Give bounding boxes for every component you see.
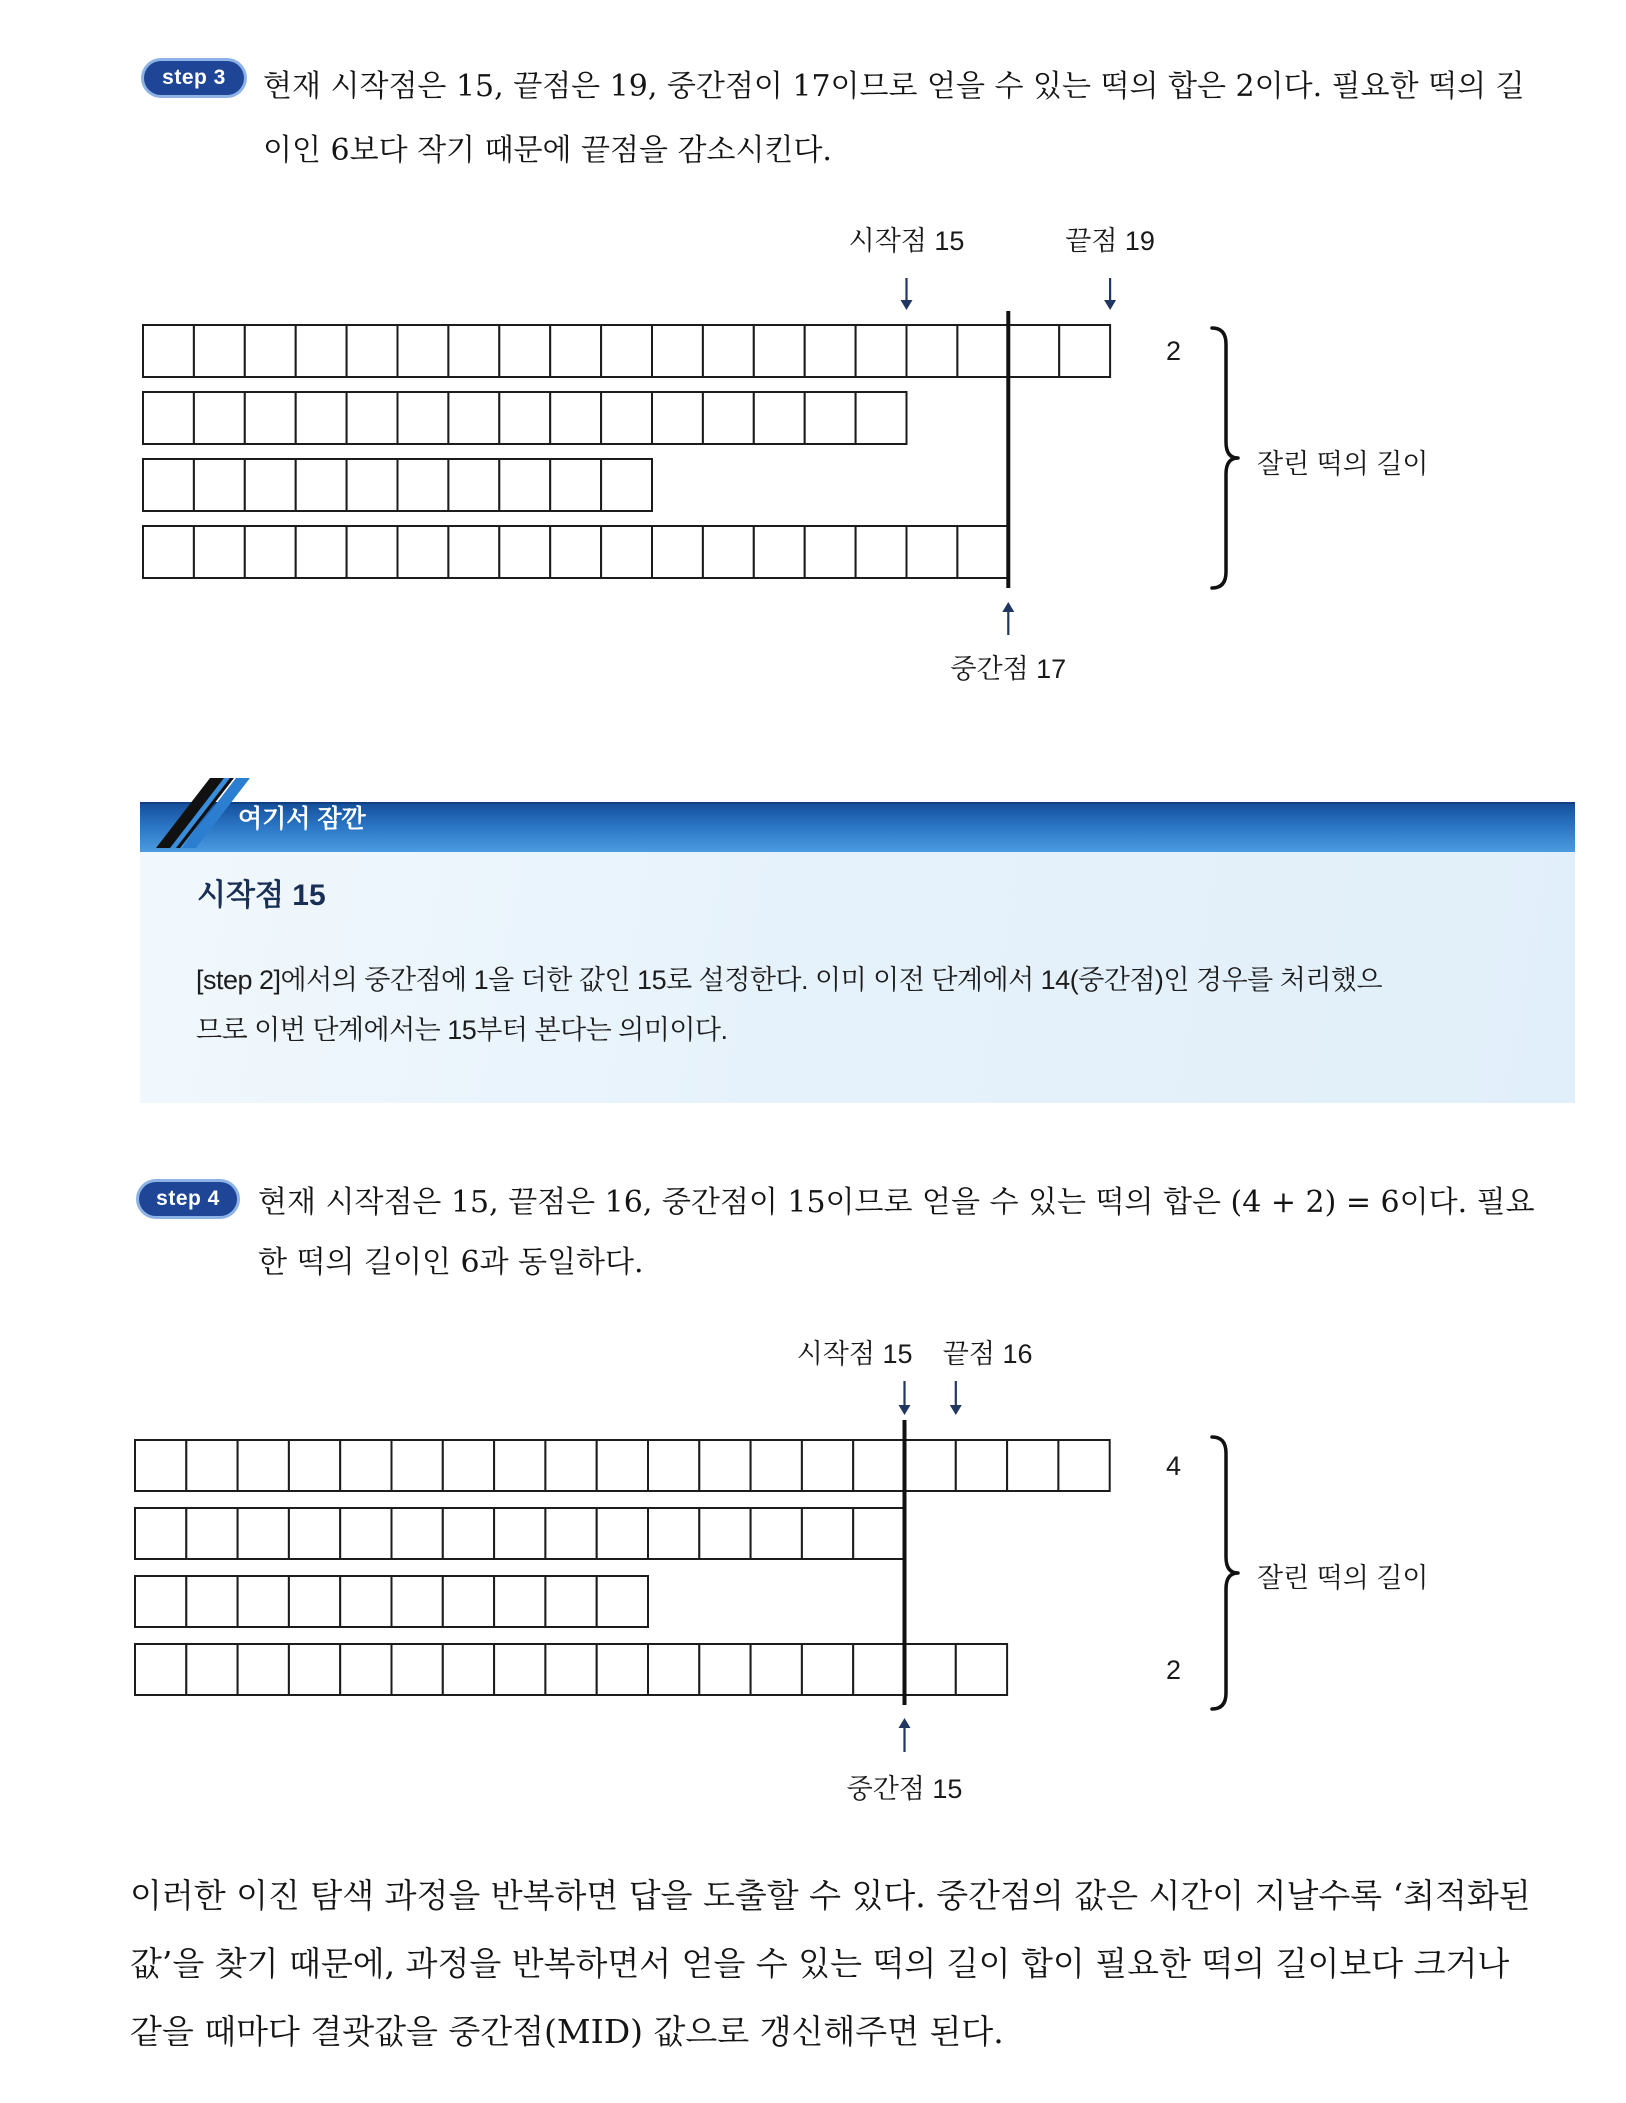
rice-cake-cell: [186, 1508, 237, 1559]
rice-cake-diagram-step3: [0, 220, 1626, 700]
conclusion-line: 같을 때마다 결괏값을 중간점(MID) 값으로 갱신해주면 된다.: [130, 2012, 1004, 2051]
rice-cake-cell: [1059, 325, 1110, 377]
rice-cake-cell: [245, 459, 296, 511]
rice-cake-cell: [499, 392, 550, 444]
rice-cake-cell: [956, 1440, 1007, 1491]
cut-length-label: 4: [1166, 1451, 1182, 1481]
rice-cake-cell: [194, 459, 245, 511]
rice-cake-cell: [601, 325, 652, 377]
rice-cake-cell: [499, 325, 550, 377]
rice-cake-cell: [143, 325, 194, 377]
conclusion-paragraph: [130, 1862, 1531, 2066]
rice-cake-cell: [751, 1440, 802, 1491]
rice-cake-cell: [545, 1440, 596, 1491]
step3-line: 이인 6보다 작기 때문에 끝점을 감소시킨다.: [263, 133, 832, 168]
rice-cake-cell: [448, 325, 499, 377]
brace-label: 잘린 떡의 길이: [1257, 449, 1429, 479]
rice-cake-cell: [805, 526, 856, 578]
rice-cake-cell: [340, 1508, 391, 1559]
rice-cake-cell: [135, 1440, 186, 1491]
rice-cake-cell: [340, 1576, 391, 1627]
rice-cake-cell: [443, 1508, 494, 1559]
rice-cake-cell: [443, 1644, 494, 1695]
rice-cake-cell: [347, 459, 398, 511]
rice-cake-cell: [143, 459, 194, 511]
rice-cake-cell: [751, 1644, 802, 1695]
rice-cake-cell: [905, 1644, 956, 1695]
rice-cake-cell: [494, 1508, 545, 1559]
rice-cake-cell: [550, 392, 601, 444]
rice-cake-cell: [296, 459, 347, 511]
rice-cake-cell: [856, 526, 907, 578]
right-brace: [1212, 328, 1238, 588]
rice-cake-cell: [347, 526, 398, 578]
mid-arrow-head: [899, 1718, 911, 1728]
rice-cake-cell: [856, 392, 907, 444]
mid-point-label: 중간점 15: [846, 1774, 963, 1804]
rice-cake-cell: [703, 526, 754, 578]
rice-cake-cell: [245, 325, 296, 377]
rice-cake-cell: [245, 526, 296, 578]
rice-cake-row: [135, 1508, 905, 1559]
rice-cake-cell: [1008, 325, 1059, 377]
rice-cake-cell: [186, 1644, 237, 1695]
rice-cake-cell: [597, 1440, 648, 1491]
rice-cake-rows: [143, 325, 1110, 578]
rice-cake-cell: [238, 1644, 289, 1695]
rice-cake-cell: [1058, 1440, 1109, 1491]
rice-cake-cell: [347, 325, 398, 377]
rice-cake-row: [143, 459, 652, 511]
end-point-label: 끝점 19: [1065, 226, 1155, 256]
rice-cake-cell: [545, 1644, 596, 1695]
rice-cake-cell: [238, 1576, 289, 1627]
rice-cake-cell: [802, 1508, 853, 1559]
start-pointer-arrow: [899, 1381, 911, 1415]
tip-line: [step 2]에서의 중간점에 1을 더한 값인 15로 설정한다. 이미 이전 단계에서 14(중간점)인 경우를 처리했으: [196, 965, 1383, 995]
rice-cake-row: [143, 392, 907, 444]
cut-length-label: 2: [1166, 1655, 1182, 1685]
rice-cake-cell: [398, 392, 449, 444]
rice-cake-cell: [907, 526, 958, 578]
rice-cake-cell: [398, 459, 449, 511]
rice-cake-cell: [550, 325, 601, 377]
rice-cake-cell: [652, 325, 703, 377]
rice-cake-cell: [499, 526, 550, 578]
rice-cake-cell: [245, 392, 296, 444]
end-pointer-arrow: [950, 1381, 962, 1415]
rice-cake-cell: [135, 1644, 186, 1695]
step3-badge: step 3: [144, 61, 244, 95]
rice-cake-cell: [751, 1508, 802, 1559]
brace-label: 잘린 떡의 길이: [1257, 1563, 1429, 1593]
rice-cake-cell: [194, 526, 245, 578]
rice-cake-cell: [703, 325, 754, 377]
mid-point-label: 중간점 17: [950, 654, 1067, 684]
step3-description: [263, 55, 1525, 183]
step4-badge: step 4: [139, 1182, 237, 1216]
rice-cake-cell: [805, 392, 856, 444]
rice-cake-cell: [296, 526, 347, 578]
right-brace: [1212, 1437, 1238, 1709]
rice-cake-cell: [392, 1508, 443, 1559]
tip-line: 므로 이번 단계에서는 15부터 본다는 의미이다.: [196, 1015, 728, 1045]
rice-cake-cell: [347, 392, 398, 444]
rice-cake-cell: [805, 325, 856, 377]
rice-cake-row: [135, 1576, 648, 1627]
rice-cake-cell: [443, 1440, 494, 1491]
rice-cake-cell: [802, 1440, 853, 1491]
rice-cake-cell: [392, 1440, 443, 1491]
rice-cake-cell: [392, 1644, 443, 1695]
tip-box-title-tag: 여기서 잠깐: [238, 805, 366, 833]
end-pointer-arrow: [1104, 278, 1116, 310]
rice-cake-cell: [289, 1576, 340, 1627]
cut-length-label: 2: [1166, 336, 1182, 366]
rice-cake-cell: [135, 1508, 186, 1559]
rice-cake-cell: [186, 1576, 237, 1627]
rice-cake-cell: [905, 1440, 956, 1491]
rice-cake-cell: [550, 526, 601, 578]
rice-cake-cell: [398, 325, 449, 377]
rice-cake-cell: [448, 526, 499, 578]
start-pointer-arrow: [901, 278, 913, 310]
step4-line: 한 떡의 길이인 6과 동일하다.: [258, 1245, 644, 1280]
rice-cake-cell: [957, 325, 1008, 377]
step3-line: 현재 시작점은 15, 끝점은 19, 중간점이 17이므로 얻을 수 있는 떡의 합은 2이다. 필요한 떡의 길: [263, 69, 1525, 104]
step4-description: [258, 1173, 1535, 1293]
rice-cake-cell: [550, 459, 601, 511]
rice-cake-cell: [448, 459, 499, 511]
rice-cake-cell: [194, 325, 245, 377]
rice-cake-cell: [956, 1644, 1007, 1695]
rice-cake-cell: [648, 1508, 699, 1559]
rice-cake-cell: [494, 1440, 545, 1491]
rice-cake-cell: [340, 1644, 391, 1695]
start-arrow-head: [899, 1405, 911, 1415]
rice-cake-cell: [648, 1440, 699, 1491]
rice-cake-row: [143, 325, 1110, 377]
rice-cake-cell: [545, 1576, 596, 1627]
rice-cake-cell: [652, 392, 703, 444]
rice-cake-cell: [186, 1440, 237, 1491]
tip-heading: 시작점 15: [197, 879, 326, 912]
rice-cake-cell: [597, 1644, 648, 1695]
rice-cake-cell: [1007, 1440, 1058, 1491]
rice-cake-cell: [143, 392, 194, 444]
rice-cake-cell: [238, 1440, 289, 1491]
rice-cake-cell: [853, 1440, 904, 1491]
rice-cake-cell: [957, 526, 1008, 578]
rice-cake-cell: [597, 1576, 648, 1627]
rice-cake-cell: [699, 1644, 750, 1695]
start-point-label: 시작점 15: [848, 226, 965, 256]
rice-cake-rows: [135, 1440, 1110, 1695]
rice-cake-cell: [699, 1508, 750, 1559]
step4-line: 현재 시작점은 15, 끝점은 16, 중간점이 15이므로 얻을 수 있는 떡의 합은 (4 + 2) = 6이다. 필요: [258, 1185, 1535, 1220]
rice-cake-cell: [135, 1576, 186, 1627]
rice-cake-row: [143, 526, 1008, 578]
rice-cake-cell: [601, 392, 652, 444]
rice-cake-cell: [754, 392, 805, 444]
rice-cake-cell: [754, 526, 805, 578]
start-arrow-head: [901, 300, 913, 310]
rice-cake-cell: [601, 459, 652, 511]
rice-cake-cell: [289, 1508, 340, 1559]
rice-cake-cell: [703, 392, 754, 444]
rice-cake-cell: [601, 526, 652, 578]
rice-cake-cell: [296, 392, 347, 444]
rice-cake-cell: [699, 1440, 750, 1491]
rice-cake-cell: [499, 459, 550, 511]
rice-cake-cell: [398, 526, 449, 578]
rice-cake-cell: [494, 1644, 545, 1695]
rice-cake-cell: [289, 1440, 340, 1491]
rice-cake-cell: [392, 1576, 443, 1627]
conclusion-line: 값’을 찾기 때문에, 과정을 반복하면서 얻을 수 있는 떡의 길이 합이 필요한 떡의 길이보다 크거나: [130, 1944, 1510, 1983]
end-arrow-head: [1104, 300, 1116, 310]
rice-cake-cell: [494, 1576, 545, 1627]
mid-arrow-head: [1002, 602, 1014, 612]
rice-cake-cell: [545, 1508, 596, 1559]
rice-cake-cell: [648, 1644, 699, 1695]
rice-cake-cell: [340, 1440, 391, 1491]
rice-cake-cell: [448, 392, 499, 444]
rice-cake-cell: [238, 1508, 289, 1559]
rice-cake-cell: [907, 325, 958, 377]
rice-cake-cell: [853, 1644, 904, 1695]
rice-cake-cell: [853, 1508, 904, 1559]
rice-cake-row: [135, 1440, 1110, 1491]
rice-cake-cell: [754, 325, 805, 377]
end-point-label: 끝점 16: [942, 1339, 1033, 1369]
rice-cake-cell: [443, 1576, 494, 1627]
start-point-label: 시작점 15: [796, 1339, 913, 1369]
rice-cake-cell: [289, 1644, 340, 1695]
conclusion-line: 이러한 이진 탐색 과정을 반복하면 답을 도출할 수 있다. 중간점의 값은 시간이 지날수록 ‘최적화된: [130, 1876, 1531, 1915]
rice-cake-cell: [296, 325, 347, 377]
tip-paragraph: [196, 955, 1382, 1055]
rice-cake-cell: [802, 1644, 853, 1695]
rice-cake-cell: [652, 526, 703, 578]
rice-cake-diagram-step4: [0, 1330, 1626, 1810]
end-arrow-head: [950, 1405, 962, 1415]
rice-cake-cell: [597, 1508, 648, 1559]
rice-cake-row: [135, 1644, 1007, 1695]
rice-cake-cell: [143, 526, 194, 578]
rice-cake-cell: [856, 325, 907, 377]
rice-cake-cell: [194, 392, 245, 444]
